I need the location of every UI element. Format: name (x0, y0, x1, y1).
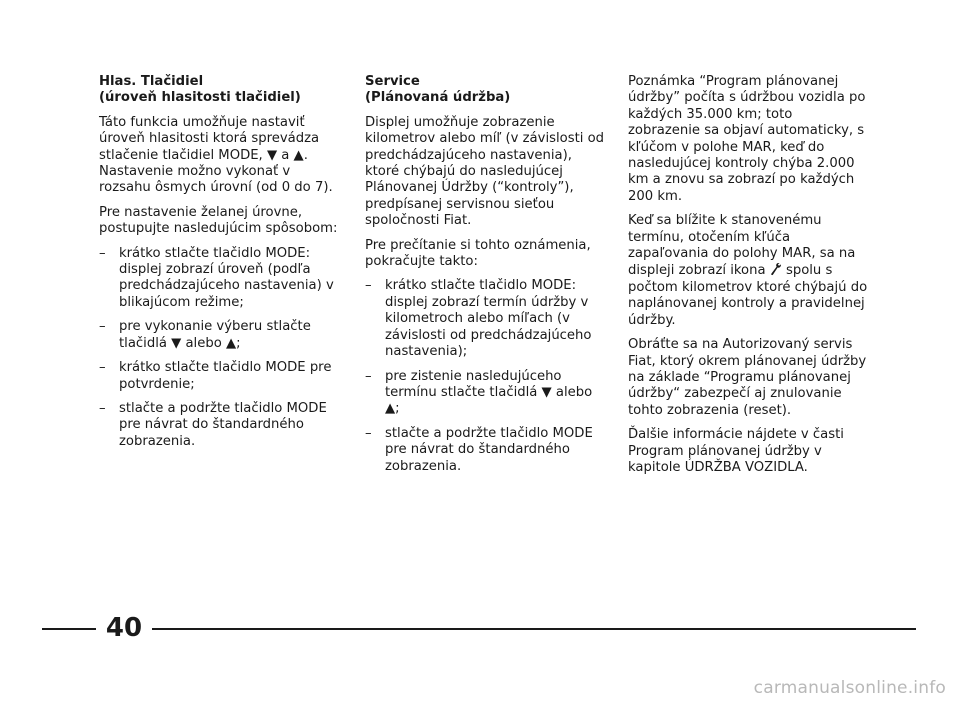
list-item-text: krátko stlačte tlačidlo MODE: displej zobrazí úroveň (podľa predchádzajúceho nastavenia) v blikajúcom režime; (119, 245, 334, 310)
list-item: – krátko stlačte tlačidlo MODE pre potvrdenie; (99, 360, 332, 392)
list-item-text: stlačte a podržte tlačidlo MODE pre návrat do štandardného zobrazenia. (119, 400, 327, 449)
watermark: carmanualsonline.info (753, 678, 946, 698)
column-notes (628, 74, 868, 484)
list-item: – krátko stlačte tlačidlo MODE: displej zobrazí termín údržby v kilometroch alebo míľach (v závislosti od predchádzajúceho nastavenia); (365, 278, 592, 360)
step-list (99, 246, 339, 450)
paragraph-text: Keď sa blížite k stanovenému termínu, otočením kľúča zapaľovania do polohy MAR, sa na displeji zobrazí ikona (628, 213, 856, 279)
heading-line-2: (Plánovaná údržba) (365, 90, 511, 106)
paragraph-with-icon (628, 213, 868, 329)
list-item: – pre zistenie nasledujúceho termínu stlačte tlačidlá ▼ alebo ▲; (365, 368, 593, 417)
list-item: – krátko stlačte tlačidlo MODE: displej zobrazí úroveň (podľa predchádzajúceho nastavenia) v blikajúcom režime; (99, 245, 334, 310)
heading-line-1: Service (365, 74, 420, 89)
list-item-text: krátko stlačte tlačidlo MODE pre potvrdenie; (119, 360, 332, 392)
list-item: – stlačte a podržte tlačidlo MODE pre návrat do štandardného zobrazenia. (365, 425, 593, 474)
paragraph: Pre prečítanie si tohto oznámenia, pokračujte takto: (365, 237, 591, 270)
list-item: – stlačte a podržte tlačidlo MODE pre návrat do štandardného zobrazenia. (99, 400, 327, 449)
paragraph: Displej umožňuje zobrazenie kilometrov alebo míľ (v závislosti od predchádzajúceho nastavenia), ktoré chýbajú do nasledujúcej Plánovanej Údržby (“kontroly”), predpísanej servisnou sieťou spoločnosti Fiat. (365, 114, 605, 229)
footer-rule-left (42, 628, 96, 630)
list-item-text: krátko stlačte tlačidlo MODE: displej zobrazí termín údržby v kilometroch alebo míľach (v závislosti od predchádzajúceho nastavenia); (385, 278, 592, 360)
paragraph: Táto funkcia umožňuje nastaviť úroveň hlasitosti ktorá sprevádza stlačenie tlačidiel MODE, ▼ a ▲. Nastavenie možno vykonať v rozsahu ôsmych úrovní (od 0 do 7). (99, 114, 333, 196)
list-item: – pre vykonanie výberu stlačte tlačidlá ▼ alebo ▲; (99, 319, 311, 351)
paragraph-text: spolu s počtom kilometrov ktoré chýbajú do naplánovanej kontroly a pravidelnej údržby. (628, 263, 868, 328)
section-heading (365, 74, 605, 107)
page-number: 40 (105, 613, 143, 643)
step-list (365, 278, 605, 474)
footer-rule-right (152, 628, 916, 630)
paragraph: Pre nastavenie želanej úrovne, postupujte nasledujúcim spôsobom: (99, 204, 338, 237)
paragraph: Poznámka “Program plánovanej údržby” počíta s údržbou vozidla po každých 35.000 km; toto zobrazenie sa objaví automaticky, s kľúčom v polohe MAR, keď do nasledujúcej kontroly chýba 2.000 km a znovu sa zobrazí po každých 200 km. (628, 74, 866, 204)
list-item-text: stlačte a podržte tlačidlo MODE pre návrat do štandardného zobrazenia. (385, 425, 593, 474)
paragraph: Obráťte sa na Autorizovaný servis Fiat, ktorý okrem plánovanej údržby na základe “Programu plánovanej údržby“ zabezpečí aj znulovanie tohto zobrazenia (reset). (628, 337, 867, 418)
heading-line-2: (úroveň hlasitosti tlačidiel) (99, 90, 301, 106)
heading-line-1: Hlas. Tlačidiel (99, 74, 204, 89)
list-item-text: pre zistenie nasledujúceho termínu stlačte tlačidlá ▼ alebo ▲; (385, 368, 593, 417)
section-heading (99, 74, 339, 107)
paragraph: Ďalšie informácie nájdete v časti Program plánovanej údržby v kapitole ÚDRŽBA VOZIDLA. (628, 427, 844, 475)
column-service (365, 74, 605, 483)
column-volume-settings (99, 74, 339, 458)
wrench-icon (770, 262, 782, 276)
list-item-text: pre vykonanie výberu stlačte tlačidlá ▼ alebo ▲; (119, 319, 311, 351)
